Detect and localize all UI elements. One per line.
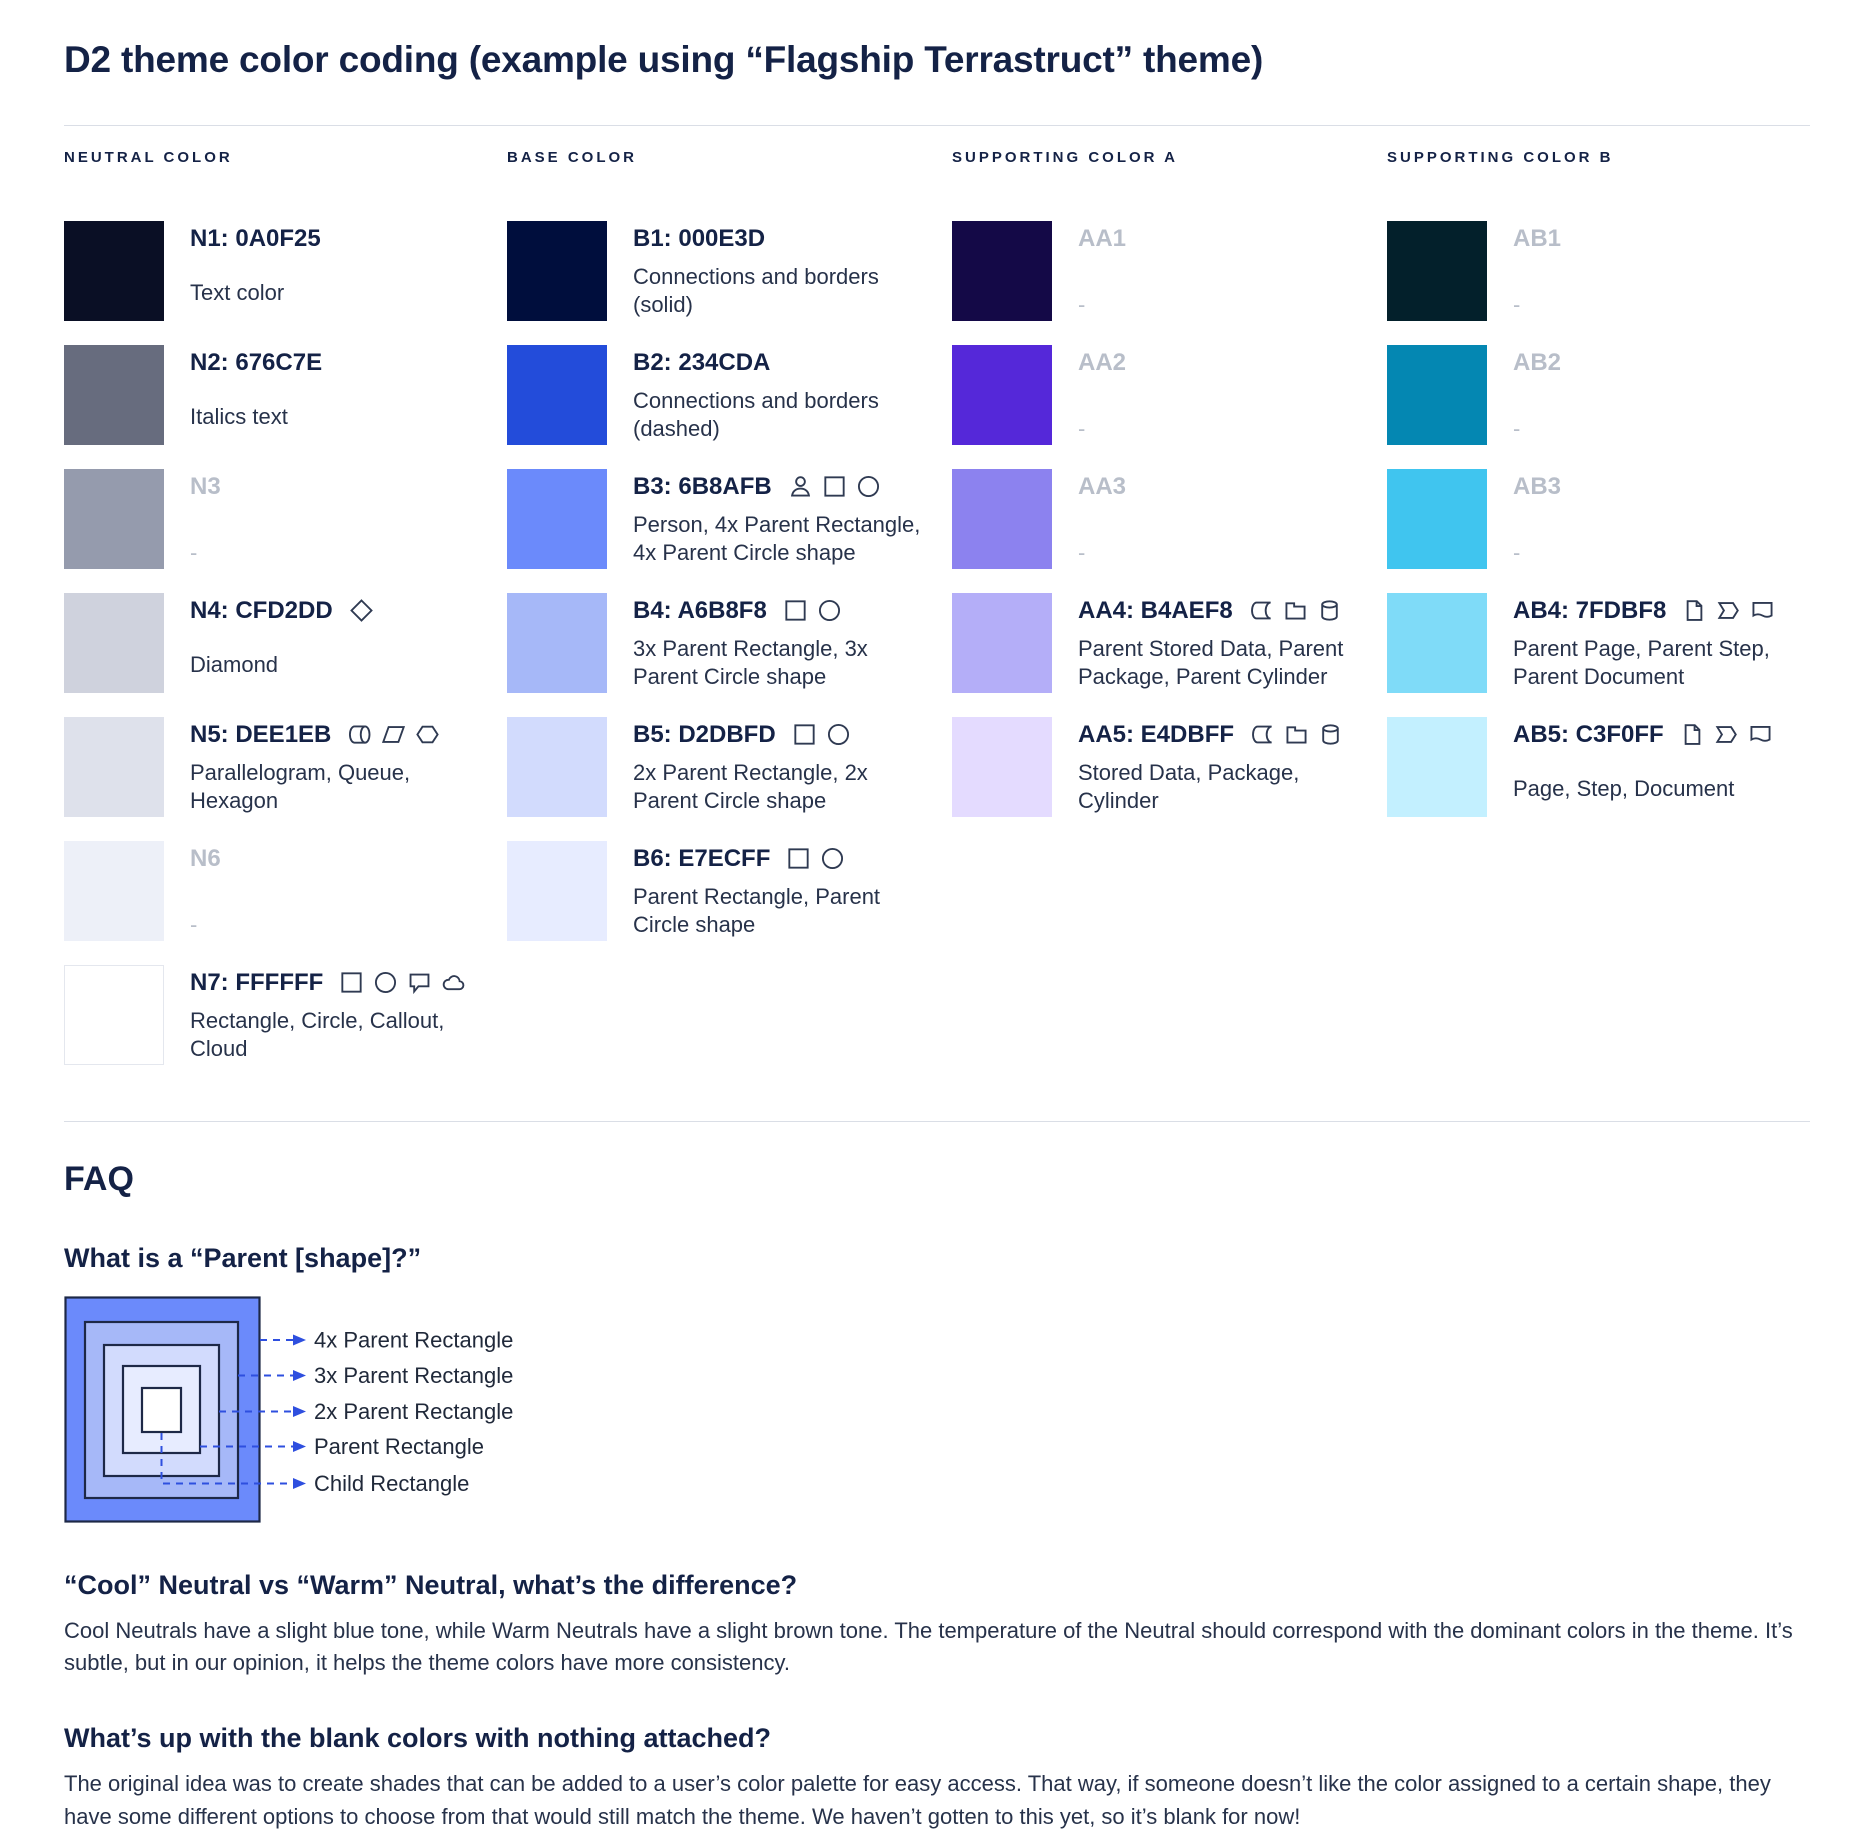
code-line xyxy=(190,473,490,501)
code-line xyxy=(1078,597,1378,625)
color-code-label: B6: E7ECFF xyxy=(633,844,771,872)
shape-icons xyxy=(339,970,466,995)
color-swatch xyxy=(507,469,607,569)
swatch-text xyxy=(633,841,933,941)
swatch-text xyxy=(190,841,490,941)
palette-row xyxy=(64,593,507,693)
cylinder-icon xyxy=(1318,722,1343,747)
color-usage-label: Person, 4x Parent Rectangle, 4x Parent Circle shape xyxy=(633,511,921,565)
color-code-label: AA5: E4DBFF xyxy=(1078,720,1235,748)
circle-icon xyxy=(826,722,851,747)
swatch-text xyxy=(1513,469,1813,569)
palette-row xyxy=(64,965,507,1065)
person-icon xyxy=(788,474,813,499)
page-title: D2 theme color coding (example using “Flagship Terrastruct” theme) xyxy=(64,39,1264,80)
color-code-label: AB4: 7FDBF8 xyxy=(1513,596,1667,624)
parent-shape-diagram xyxy=(64,1296,1810,1526)
diagram-arrowhead xyxy=(293,1370,306,1381)
code-line xyxy=(190,721,490,749)
rectangle-icon xyxy=(783,598,808,623)
code-line xyxy=(190,225,490,253)
diagram-arrowhead xyxy=(293,1478,306,1489)
color-usage-label: Parent Page, Parent Step, Parent Document xyxy=(1513,635,1770,689)
code-line xyxy=(633,845,933,873)
shape-icons xyxy=(786,846,845,871)
palette-column-header: NEUTRAL COLOR xyxy=(64,148,233,166)
color-code-label: B1: 000E3D xyxy=(633,224,766,252)
color-swatch xyxy=(507,345,607,445)
color-code-label: N1: 0A0F25 xyxy=(190,224,321,252)
palette-column xyxy=(1387,148,1813,1089)
palette-row xyxy=(507,717,952,817)
palette-row xyxy=(1387,221,1813,321)
palette-row xyxy=(507,593,952,693)
stored-data-icon xyxy=(1249,598,1274,623)
diagram-label: Child Rectangle xyxy=(314,1470,470,1496)
diagram-arrowhead xyxy=(293,1334,306,1345)
shape-icons xyxy=(1682,598,1775,623)
color-usage-label: Diamond xyxy=(190,651,279,677)
color-swatch xyxy=(64,221,164,321)
swatch-text xyxy=(1078,469,1378,569)
shape-icons xyxy=(792,722,851,747)
palette-row xyxy=(1387,593,1813,693)
code-line xyxy=(633,349,933,377)
swatch-text xyxy=(190,345,490,445)
color-code-label: N3 xyxy=(190,472,221,500)
faq-title: FAQ xyxy=(64,1159,134,1198)
color-usage-label: Parent Rectangle, Parent Circle shape xyxy=(633,883,881,937)
color-code-label: AA4: B4AEF8 xyxy=(1078,596,1233,624)
swatch-text xyxy=(190,469,490,569)
hexagon-icon xyxy=(415,722,440,747)
palette-column xyxy=(507,148,952,1089)
bottom-divider xyxy=(64,1121,1810,1122)
faq-answer-cool-vs-warm: Cool Neutrals have a slight blue tone, while Warm Neutrals have a slight brown tone. The temperature of the Neutral should correspond with the dominant colors in the theme. It’s subtle, but in our opinion, it helps the theme colors have more consistency. xyxy=(64,1617,1793,1676)
diamond-icon xyxy=(349,598,374,623)
step-icon xyxy=(1716,598,1741,623)
color-usage-label: Connections and borders (solid) xyxy=(633,263,879,317)
faq-question-parent-shape: What is a “Parent [shape]?” xyxy=(64,1242,422,1273)
faq-section xyxy=(64,1160,1810,1833)
code-line xyxy=(633,473,933,501)
cylinder-icon xyxy=(1317,598,1342,623)
palette-row xyxy=(1387,345,1813,445)
diagram-label: Parent Rectangle xyxy=(314,1433,484,1459)
code-line xyxy=(1513,349,1813,377)
color-swatch xyxy=(507,717,607,817)
color-usage-label: 3x Parent Rectangle, 3x Parent Circle shape xyxy=(633,635,868,689)
code-line xyxy=(1078,473,1378,501)
package-icon xyxy=(1284,722,1309,747)
palette-row xyxy=(952,345,1387,445)
top-divider xyxy=(64,125,1810,126)
palette-row xyxy=(1387,717,1813,817)
color-usage-label: - xyxy=(1078,291,1086,317)
color-swatch xyxy=(1387,593,1487,693)
code-line xyxy=(190,845,490,873)
code-line xyxy=(1078,721,1378,749)
shape-icons xyxy=(1250,722,1343,747)
color-swatch xyxy=(952,469,1052,569)
swatch-text xyxy=(1078,221,1378,321)
color-swatch xyxy=(1387,221,1487,321)
color-swatch xyxy=(1387,469,1487,569)
faq-question-cool-vs-warm: “Cool” Neutral vs “Warm” Neutral, what’s the difference? xyxy=(64,1569,798,1600)
color-swatch xyxy=(952,717,1052,817)
circle-icon xyxy=(373,970,398,995)
diagram-label: 3x Parent Rectangle xyxy=(314,1362,514,1388)
color-code-label: AB3 xyxy=(1513,472,1562,500)
swatch-text xyxy=(633,469,933,569)
stored-data-icon xyxy=(1250,722,1275,747)
swatch-text xyxy=(633,593,933,693)
color-usage-label: Parallelogram, Queue, Hexagon xyxy=(190,759,411,813)
queue-icon xyxy=(347,722,372,747)
palette-row xyxy=(507,841,952,941)
shape-icons xyxy=(783,598,842,623)
palette-grid xyxy=(64,148,1810,1089)
color-swatch xyxy=(64,717,164,817)
palette-row xyxy=(64,469,507,569)
color-swatch xyxy=(64,345,164,445)
color-usage-label: Parent Stored Data, Parent Package, Parent Cylinder xyxy=(1078,635,1344,689)
color-swatch xyxy=(507,593,607,693)
color-swatch xyxy=(952,345,1052,445)
color-code-label: AA1 xyxy=(1078,224,1127,252)
swatch-text xyxy=(633,717,933,817)
palette-row xyxy=(952,593,1387,693)
swatch-text xyxy=(190,593,490,693)
color-code-label: B3: 6B8AFB xyxy=(633,472,772,500)
code-line xyxy=(1078,349,1378,377)
swatch-text xyxy=(1513,717,1813,817)
swatch-text xyxy=(1078,345,1378,445)
callout-icon xyxy=(407,970,432,995)
code-line xyxy=(1513,721,1813,749)
color-usage-label: Connections and borders (dashed) xyxy=(633,387,879,441)
shape-icons xyxy=(347,722,440,747)
code-line xyxy=(1513,473,1813,501)
palette-column-header: BASE COLOR xyxy=(507,148,638,166)
color-usage-label: - xyxy=(1513,291,1521,317)
color-swatch xyxy=(507,841,607,941)
nested-rectangles-svg xyxy=(64,1296,534,1525)
code-line xyxy=(1513,225,1813,253)
color-swatch xyxy=(64,965,164,1065)
circle-icon xyxy=(820,846,845,871)
palette-row xyxy=(64,221,507,321)
palette-row xyxy=(507,221,952,321)
shape-icons xyxy=(1249,598,1342,623)
swatch-text xyxy=(1078,717,1378,817)
palette-row xyxy=(507,469,952,569)
palette-row xyxy=(64,841,507,941)
code-line xyxy=(190,969,490,997)
code-line xyxy=(1078,225,1378,253)
palette-row xyxy=(64,345,507,445)
step-icon xyxy=(1714,722,1739,747)
document-icon xyxy=(1748,722,1773,747)
parallelogram-icon xyxy=(381,722,406,747)
color-usage-label: - xyxy=(1513,539,1521,565)
code-line xyxy=(633,225,933,253)
swatch-text xyxy=(1513,221,1813,321)
palette-column-header: SUPPORTING COLOR B xyxy=(1387,148,1614,166)
color-swatch xyxy=(952,593,1052,693)
color-swatch xyxy=(507,221,607,321)
code-line xyxy=(633,721,933,749)
swatch-text xyxy=(633,221,933,321)
color-code-label: B5: D2DBFD xyxy=(633,720,776,748)
faq-question-blank-colors: What’s up with the blank colors with nothing attached? xyxy=(64,1723,771,1754)
diagram-level-rect xyxy=(142,1388,181,1432)
circle-icon xyxy=(817,598,842,623)
rectangle-icon xyxy=(339,970,364,995)
page-icon xyxy=(1682,598,1707,623)
color-code-label: AB1 xyxy=(1513,224,1562,252)
swatch-text xyxy=(190,965,490,1065)
color-code-label: N7: FFFFFF xyxy=(190,968,324,996)
color-swatch xyxy=(64,593,164,693)
palette-row xyxy=(952,717,1387,817)
palette-row xyxy=(64,717,507,817)
page-icon xyxy=(1680,722,1705,747)
color-swatch xyxy=(952,221,1052,321)
rectangle-icon xyxy=(786,846,811,871)
palette-row xyxy=(507,345,952,445)
rectangle-icon xyxy=(792,722,817,747)
color-code-label: AB5: C3F0FF xyxy=(1513,720,1664,748)
swatch-text xyxy=(1513,345,1813,445)
color-usage-label: - xyxy=(1513,415,1521,441)
color-code-label: AA2 xyxy=(1078,348,1127,376)
color-usage-label: - xyxy=(1078,415,1086,441)
shape-icons xyxy=(788,474,881,499)
color-usage-label: 2x Parent Rectangle, 2x Parent Circle shape xyxy=(633,759,868,813)
color-code-label: N2: 676C7E xyxy=(190,348,323,376)
color-usage-label: Italics text xyxy=(190,403,288,429)
swatch-text xyxy=(1078,593,1378,693)
color-usage-label: - xyxy=(190,911,198,937)
faq-answer-blank-colors: The original idea was to create shades that can be added to a user’s color palette for easy access. That way, if someone doesn’t like the color assigned to a certain shape, they have some different options to choose from that would still match the theme. We haven’t gotten to this yet, so it’s blank for now! xyxy=(64,1771,1771,1829)
color-code-label: B2: 234CDA xyxy=(633,348,771,376)
color-code-label: AA3 xyxy=(1078,472,1127,500)
palette-row xyxy=(952,469,1387,569)
color-usage-label: Stored Data, Package, Cylinder xyxy=(1078,759,1300,813)
color-swatch xyxy=(1387,717,1487,817)
color-code-label: B4: A6B8F8 xyxy=(633,596,767,624)
palette-column-header: SUPPORTING COLOR A xyxy=(952,148,1178,166)
color-usage-label: Text color xyxy=(190,279,285,305)
palette-row xyxy=(1387,469,1813,569)
color-code-label: N5: DEE1EB xyxy=(190,720,332,748)
diagram-label: 2x Parent Rectangle xyxy=(314,1398,514,1424)
color-swatch xyxy=(1387,345,1487,445)
color-code-label: N4: CFD2DD xyxy=(190,596,333,624)
shape-icons xyxy=(349,598,374,623)
diagram-label: 4x Parent Rectangle xyxy=(314,1327,514,1353)
shape-icons xyxy=(1680,722,1773,747)
color-usage-label: Rectangle, Circle, Callout, Cloud xyxy=(190,1007,445,1061)
swatch-text xyxy=(633,345,933,445)
color-usage-label: - xyxy=(1078,539,1086,565)
document-icon xyxy=(1750,598,1775,623)
code-line xyxy=(190,349,490,377)
diagram-arrowhead xyxy=(293,1441,306,1452)
cloud-icon xyxy=(441,970,466,995)
swatch-text xyxy=(190,717,490,817)
palette-column xyxy=(952,148,1387,1089)
color-code-label: AB2 xyxy=(1513,348,1562,376)
code-line xyxy=(633,597,933,625)
package-icon xyxy=(1283,598,1308,623)
palette-row xyxy=(952,221,1387,321)
color-swatch xyxy=(64,841,164,941)
color-code-label: N6 xyxy=(190,844,221,872)
code-line xyxy=(190,597,490,625)
circle-icon xyxy=(856,474,881,499)
code-line xyxy=(1513,597,1813,625)
color-usage-label: - xyxy=(190,539,198,565)
color-swatch xyxy=(64,469,164,569)
swatch-text xyxy=(190,221,490,321)
diagram-arrowhead xyxy=(293,1406,306,1417)
rectangle-icon xyxy=(822,474,847,499)
color-usage-label: Page, Step, Document xyxy=(1513,775,1735,801)
palette-column xyxy=(64,148,507,1089)
swatch-text xyxy=(1513,593,1813,693)
